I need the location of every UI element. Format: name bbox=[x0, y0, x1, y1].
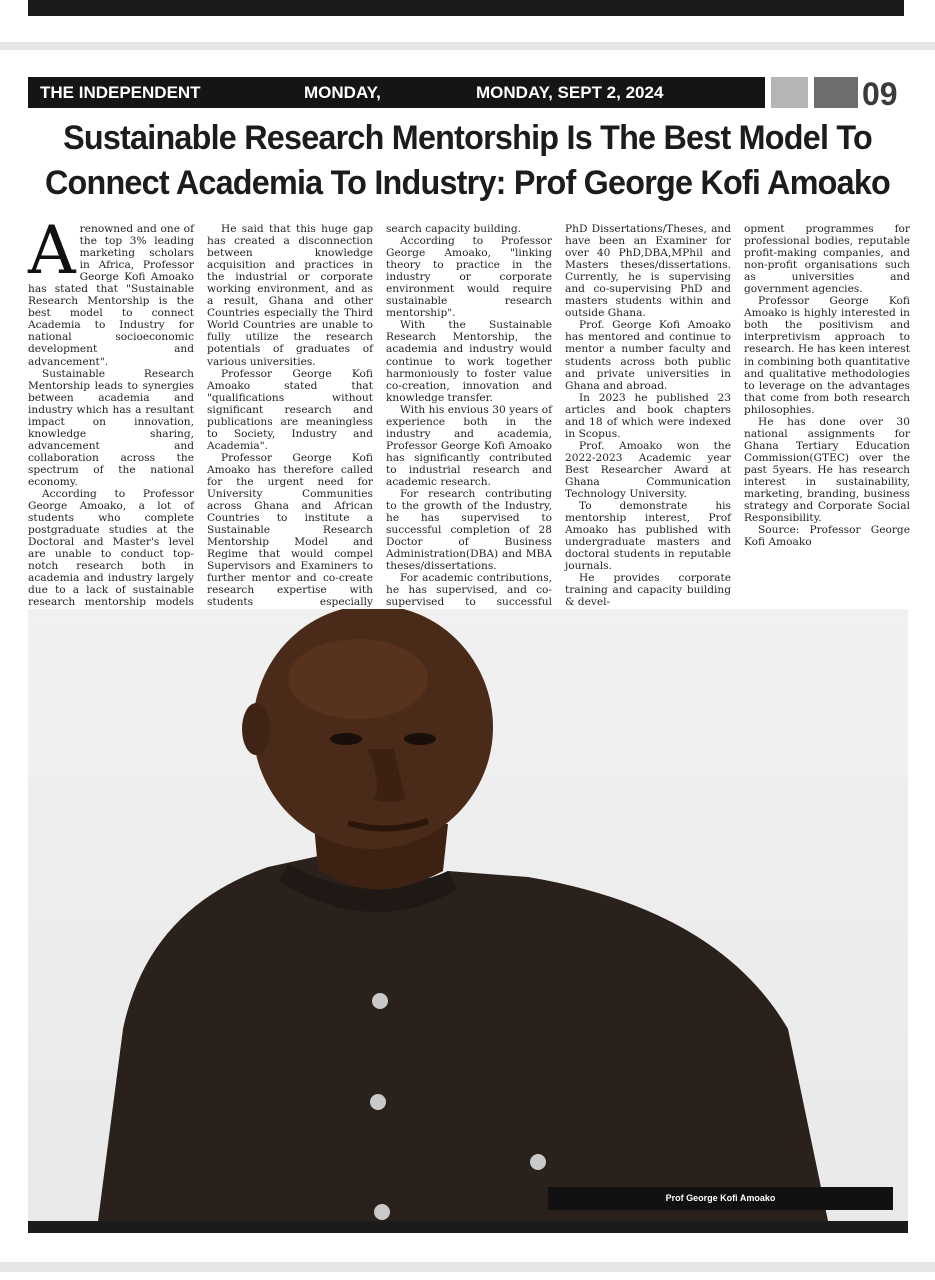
paragraph: Professor George Kofi Amoako stated that "qualifications without significant research and publications are meaningless to Society, Industry and Academia". bbox=[207, 367, 373, 452]
paragraph: Professor George Kofi Amoako is highly interested in both the positivism and interpretivism approach to research. He has keen interest in combining both quantitative and qualitative methodologies to leverage on the advantages that come from both research philosophies. bbox=[744, 295, 910, 416]
paragraph: To demonstrate his mentorship interest, Prof Amoako has published with undergraduate masters and doctoral students in reputable journals. bbox=[565, 500, 731, 573]
paragraph: He said that this huge gap has created a disconnection between knowledge acquisition and practices in the industrial or corporate working environment, and as a result, Ghana and other Countries especially the Third World Countries are unable to fully utilize the research potentials of graduates of various universities. bbox=[207, 223, 373, 368]
paragraph: Professor George Kofi Amoako has therefore called for the urgent need for University Communities across Ghana and African Countries to institute a Sustainable Research Mentorship Model and Regime that would compel Supervisors and Examiners to further mentor and co-create research expertise with students especially bbox=[207, 451, 373, 609]
headline-line-2: Connect Academia To Industry: Prof George Kofi Amoako bbox=[44, 164, 891, 202]
header-decor-box-dark bbox=[814, 77, 858, 108]
portrait-photo bbox=[28, 609, 908, 1221]
header-decor-box-light bbox=[771, 77, 808, 108]
header-day: MONDAY, bbox=[304, 83, 381, 102]
portrait-illustration bbox=[28, 609, 908, 1221]
paragraph: Source: Professor George Kofi Amoako bbox=[744, 524, 910, 549]
header-date: MONDAY, SEPT 2, 2024 bbox=[476, 83, 664, 102]
paragraph: For research contributing to the growth of the Industry, he has supervised to successful completion of 28 Doctor of Business Administration(DBA) and MBA theses/dissertations. bbox=[386, 488, 552, 573]
page-separator bbox=[0, 42, 935, 50]
article-column-3 bbox=[386, 223, 552, 621]
paragraph: With his envious 30 years of experience both in the industry and academia, Professor George Kofi Amoako has significantly contributed to industrial research and academic research. bbox=[386, 403, 552, 488]
article-headline bbox=[40, 116, 894, 206]
headline-line-1: Sustainable Research Mentorship Is The Best Model To bbox=[63, 119, 872, 157]
paragraph: In 2023 he published 23 articles and book chapters and 18 of which were indexed in Scopus. bbox=[565, 391, 731, 440]
paragraph: He has done over 30 national assignments for Ghana Tertiary Education Commission(GTEC) over the past 5years. He has research interest in sustainability, marketing, branding, business strategy and Corporate Social Responsibility. bbox=[744, 415, 910, 525]
paragraph: renowned and one of the top 3% leading marketing scholars in Africa, Professor George Kofi Amoako has stated that "Sustainable Research Mentorship is the best model to connect Academia to Industry for national socioeconomic development and advancement". bbox=[28, 223, 194, 368]
paragraph: Prof. George Kofi Amoako has mentored and continue to mentor a number faculty and students across both public and private universities in Ghana and abroad. bbox=[565, 319, 731, 392]
photo-caption: Prof George Kofi Amoako bbox=[548, 1187, 893, 1210]
article-column-5 bbox=[744, 223, 910, 548]
paragraph: Sustainable Research Mentorship leads to synergies between academia and industry which has a resultant impact on innovation, knowledge sharing, advancement and collaboration across the spectrum of the national economy. bbox=[28, 367, 194, 488]
paragraph: Prof. Amoako won the 2022-2023 Academic year Best Researcher Award at Ghana Communication Technology University. bbox=[565, 439, 731, 501]
paragraph: According to Professor George Amoako, a lot of students who complete postgraduate studies at the Doctoral and Master's level are unable to conduct top-notch research both in academia and industry largely due to a lack of sustainable research mentorship models bbox=[28, 488, 194, 609]
paragraph: According to Professor George Amoako, "linking theory to practice in the industry or corporate environment would require sustainable research mentorship". bbox=[386, 235, 552, 320]
article-column-2 bbox=[207, 223, 373, 633]
article-column-1 bbox=[28, 212, 194, 633]
page-header-bar bbox=[28, 77, 765, 108]
drop-cap: A bbox=[28, 212, 76, 289]
paper-name: THE INDEPENDENT bbox=[40, 83, 201, 102]
page-number: 09 bbox=[862, 76, 898, 112]
article-column-4 bbox=[565, 223, 731, 609]
paragraph: For academic contributions, he has supervised, and co-supervised to successful bbox=[386, 572, 552, 609]
paragraph: PhD Dissertations/Theses, and have been an Examiner for over 40 PhD,DBA,MPhil and Masters theses/dissertations. Currently, he is supervising and co-supervising PhD and masters students within and outside Ghana. bbox=[565, 223, 731, 320]
paragraph: He provides corporate training and capacity building & devel- bbox=[565, 572, 731, 609]
paragraph: opment programmes for professional bodies, reputable profit-making companies, and non-profit organisations such as universities and government agencies. bbox=[744, 223, 910, 296]
bottom-separator bbox=[0, 1262, 935, 1272]
top-black-bar bbox=[28, 0, 904, 16]
paragraph: search capacity building. bbox=[386, 223, 522, 235]
paragraph: With the Sustainable Research Mentorship, the academia and industry would continue to work together harmoniously to foster value co-creation, innovation and knowledge transfer. bbox=[386, 319, 552, 404]
photo-bottom-bar bbox=[28, 1221, 908, 1233]
